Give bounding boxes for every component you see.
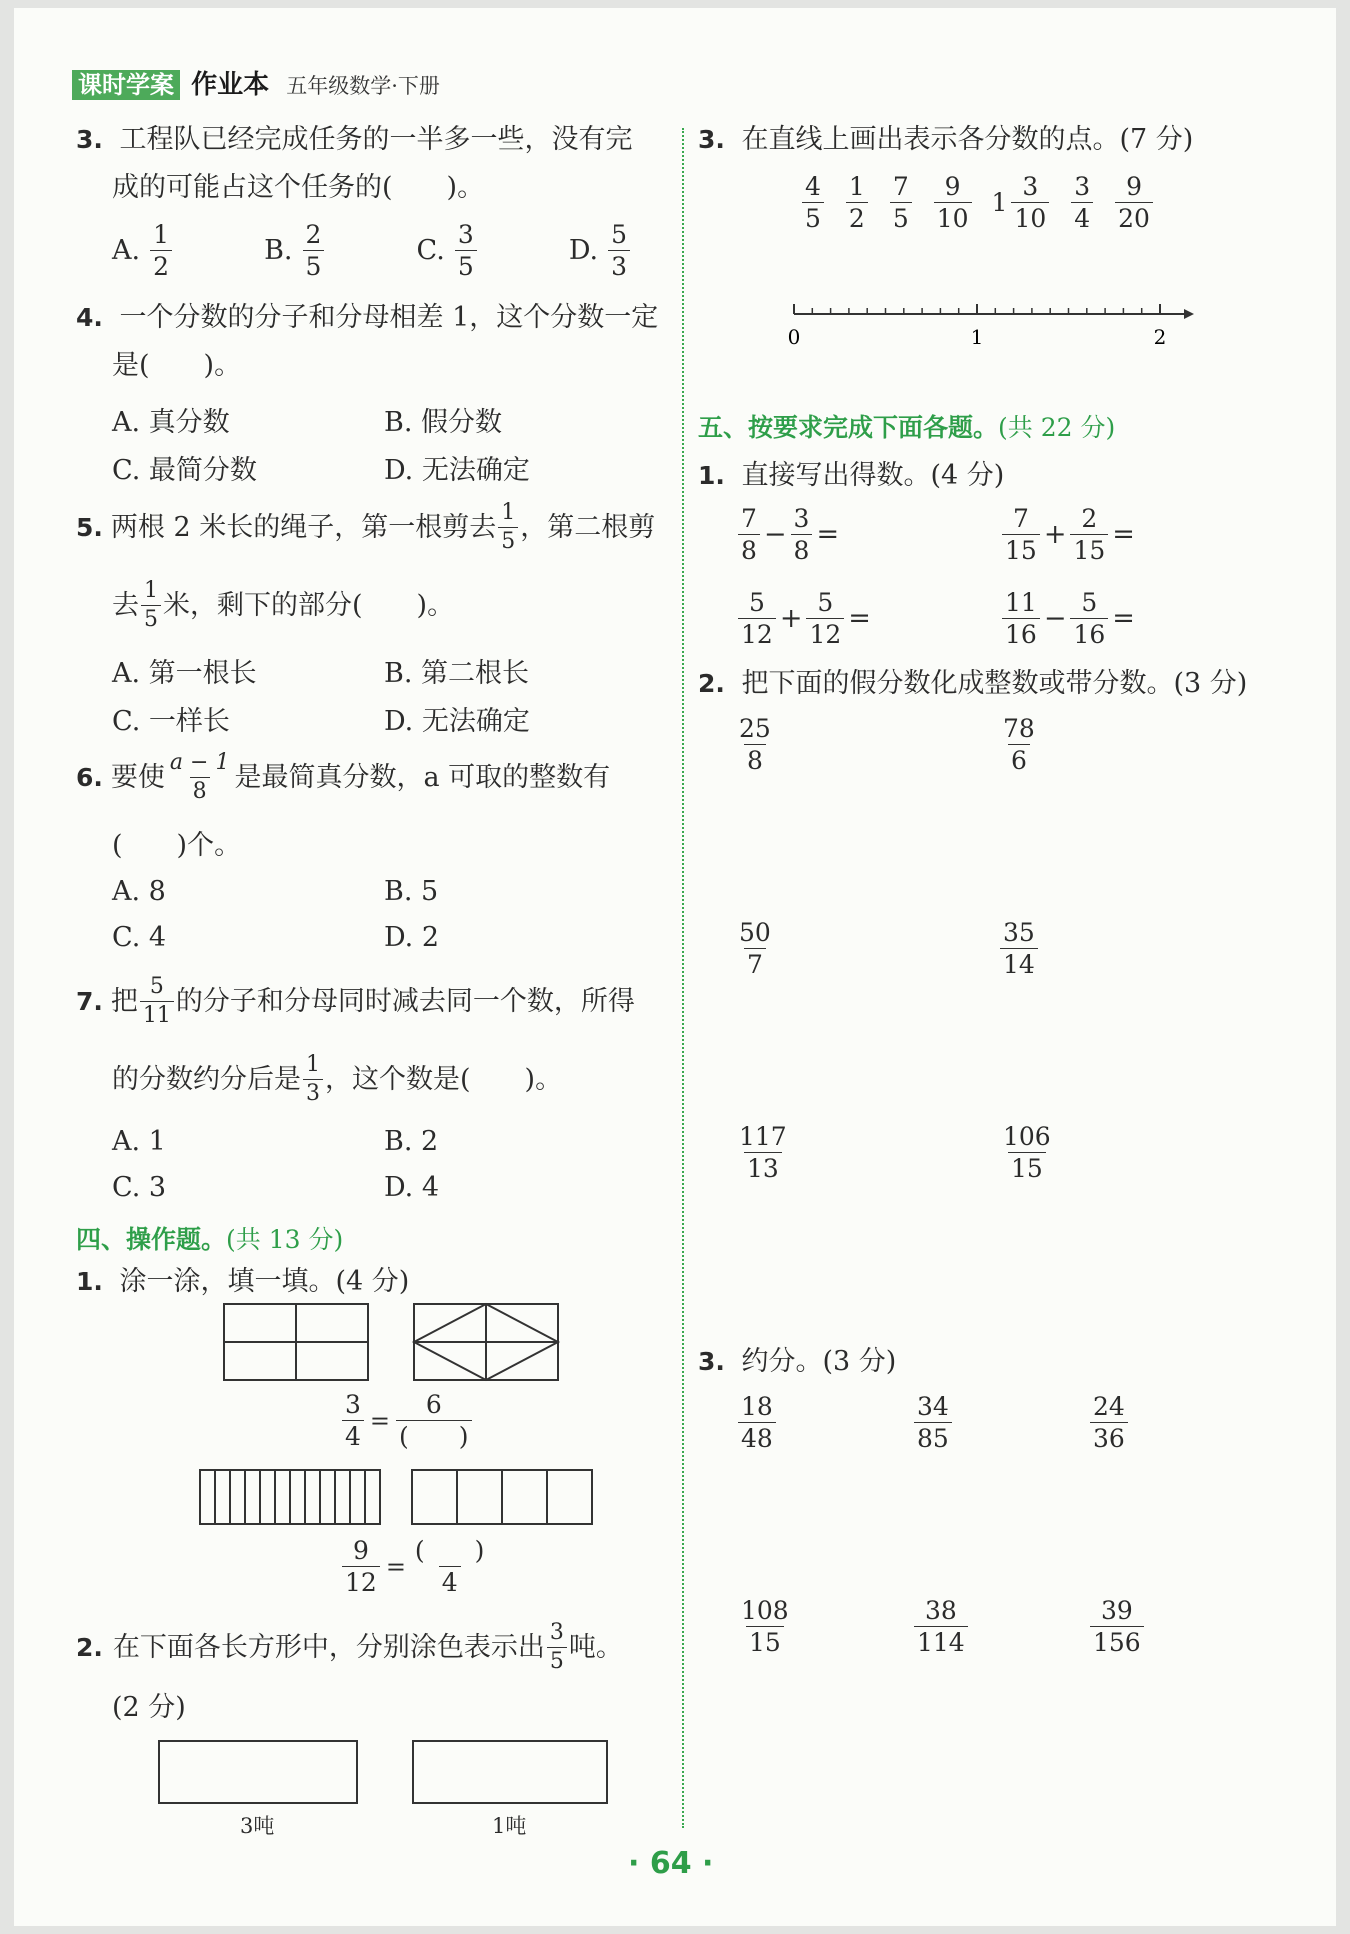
subtitle-label: 五年级数学·下册 <box>286 74 440 98</box>
brand-label: 课时学案 <box>72 70 180 100</box>
option-3-d: D. $\frac{5}{3}$ <box>569 222 632 279</box>
question-3-line2: 成的可能占这个任务的( )。 <box>112 172 485 203</box>
fractions-to-plot <box>800 174 1155 231</box>
worksheet-page <box>14 8 1336 1926</box>
fraction: $\frac{1}{5}$ <box>498 502 518 553</box>
plot-fraction <box>1113 174 1155 231</box>
option-3-c: C. $\frac{3}{5}$ <box>417 222 479 279</box>
fraction: $\frac{1}{2}$ <box>150 222 172 279</box>
section-4-title: 四、操作题。(共 13 分) <box>76 1225 344 1254</box>
improper-fraction <box>998 1124 1056 1181</box>
reduce-fraction <box>736 1394 778 1451</box>
fraction: $\frac{2}{15}$ <box>1070 506 1108 563</box>
fraction: $\frac{1}{5}$ <box>141 580 161 631</box>
fraction: $\frac{24}{36}$ <box>1090 1394 1128 1451</box>
option-7c: C. 3 <box>112 1172 167 1203</box>
fraction: $\frac{106}{15}$ <box>1003 1122 1051 1183</box>
page-header <box>72 64 440 101</box>
question-6: 6. 要使 $\frac{a - 1}{8}$ 是最简真分数，a 可取的整数有 <box>76 750 611 804</box>
option-4b: B. 假分数 <box>384 407 503 438</box>
fraction: $\frac{38}{114}$ <box>914 1598 968 1655</box>
reduce-fraction <box>736 1598 794 1655</box>
improper-fraction <box>734 1124 792 1181</box>
equation-1: $\frac{3}{4}$ = $\frac{6}{( )}$ <box>340 1392 474 1449</box>
option-5d: D. 无法确定 <box>384 706 530 737</box>
number-line[interactable] <box>778 294 1198 354</box>
part-1: 1. 直接写出得数。(4 分) <box>698 460 1005 491</box>
fraction: $\frac{4}{5}$ <box>802 174 824 231</box>
option-5c: C. 一样长 <box>112 706 230 737</box>
fraction: $\frac{7}{8}$ <box>738 506 760 563</box>
grid-4-parts <box>224 1304 368 1380</box>
fraction: $\frac{34}{85}$ <box>914 1394 952 1451</box>
fraction: $\frac{18}{48}$ <box>738 1394 776 1451</box>
plot-fraction <box>800 174 826 231</box>
option-5a: A. 第一根长 <box>112 658 257 689</box>
fraction: $\frac{9}{20}$ <box>1115 174 1153 231</box>
option-7d: D. 4 <box>384 1172 440 1203</box>
option-5b: B. 第二根长 <box>384 658 530 689</box>
fraction: $\frac{117}{13}$ <box>739 1122 787 1183</box>
fraction: $\frac{5}{12}$ <box>738 590 776 647</box>
plot-fraction <box>888 174 914 231</box>
tick-label-0: 0 <box>787 325 801 349</box>
question-5: 5. 两根 2 米长的绳子，第一根剪去 $\frac{1}{5}$ ，第二根剪 <box>76 500 656 554</box>
series-label: 作业本 <box>191 70 270 100</box>
option-6b: B. 5 <box>384 876 439 907</box>
section-5-title: 五、按要求完成下面各题。(共 22 分) <box>698 413 1116 442</box>
operation-2-points: (2 分) <box>112 1692 186 1723</box>
fraction: $\frac{7}{15}$ <box>1002 506 1040 563</box>
option-6d: D. 2 <box>384 922 440 953</box>
fraction: $\frac{35}{14}$ <box>1000 920 1038 977</box>
rect-3-ton[interactable] <box>158 1740 358 1804</box>
fraction: $\frac{7}{5}$ <box>890 174 912 231</box>
tick-label-2: 2 <box>1153 325 1167 349</box>
fraction: $\frac{11}{16}$ <box>1002 590 1040 647</box>
fraction: $\frac{1}{3}$ <box>303 1054 323 1105</box>
option-3-b: B. $\frac{2}{5}$ <box>264 222 326 279</box>
operation-1-bottom-figures <box>198 1468 608 1528</box>
option-6c: C. 4 <box>112 922 167 953</box>
plot-fraction <box>1069 174 1095 231</box>
caption-1-ton: 1吨 <box>492 1814 527 1838</box>
tick-label-1: 1 <box>970 325 984 349</box>
plot-fraction <box>932 174 974 231</box>
fraction: $\frac{a - 1}{8}$ <box>169 750 230 804</box>
fraction: $\frac{1}{2}$ <box>846 174 868 231</box>
fraction: $\frac{108}{15}$ <box>741 1596 789 1657</box>
fraction: $\frac{9}{10}$ <box>934 174 972 231</box>
fraction: $\frac{5}{16}$ <box>1070 590 1108 647</box>
option-7b: B. 2 <box>384 1126 439 1157</box>
fraction: $\frac{5}{3}$ <box>608 222 630 279</box>
strip-12-parts <box>200 1470 380 1524</box>
calc-item: $\frac{7}{8}$ − $\frac{3}{8}$ = <box>736 506 839 563</box>
operation-2: 2. 在下面各长方形中，分别涂色表示出 $\frac{3}{5}$ 吨。 <box>76 1620 623 1674</box>
calc-item: $\frac{5}{12}$ + $\frac{5}{12}$ = <box>736 590 871 647</box>
reduce-fraction <box>912 1394 954 1451</box>
diamond-8-parts <box>414 1304 558 1380</box>
reduce-fraction <box>912 1598 970 1655</box>
calc-item: $\frac{11}{16}$ − $\frac{5}{16}$ = <box>1000 590 1135 647</box>
reduce-fraction <box>1088 1394 1130 1451</box>
improper-fraction <box>998 920 1040 977</box>
part-2: 2. 把下面的假分数化成整数或带分数。(3 分) <box>698 668 1248 699</box>
question-7-line2: 的分数约分后是 $\frac{1}{3}$ ，这个数是( )。 <box>112 1052 563 1106</box>
fraction: $\frac{39}{156}$ <box>1090 1598 1144 1655</box>
part-3: 3. 约分。(3 分) <box>698 1346 897 1377</box>
plot-fraction <box>844 174 870 231</box>
column-divider <box>682 128 684 1828</box>
fraction: $\frac{25}{8}$ <box>739 714 771 775</box>
fraction: $\frac{50}{7}$ <box>739 918 771 979</box>
option-4c: C. 最简分数 <box>112 455 257 486</box>
option-6a: A. 8 <box>112 876 166 907</box>
fraction: $\frac{2}{5}$ <box>303 222 325 279</box>
rect-1-ton[interactable] <box>412 1740 608 1804</box>
operation-1: 1. 涂一涂，填一填。(4 分) <box>76 1266 410 1297</box>
question-4-line2: 是( )。 <box>112 350 242 381</box>
option-7a: A. 1 <box>112 1126 166 1157</box>
fraction: $\frac{5}{12}$ <box>806 590 844 647</box>
fraction: $\frac{3}{5}$ <box>455 222 477 279</box>
question-4: 4. 一个分数的分子和分母相差 1，这个分数一定 <box>76 302 659 333</box>
question-3: 3. 工程队已经完成任务的一半多一些，没有完 <box>76 124 633 155</box>
caption-3-ton: 3吨 <box>240 1814 275 1838</box>
right-question-3: 3. 在直线上画出表示各分数的点。(7 分) <box>698 124 1194 155</box>
fraction: $\frac{78}{6}$ <box>1003 714 1035 775</box>
improper-fraction <box>734 920 776 977</box>
fraction: $\frac{3}{10}$ <box>1011 174 1049 231</box>
plot-fraction: 1 $\frac{3}{10}$ <box>992 174 1052 231</box>
equation-2: $\frac{9}{12}$ = $\frac{( )}{4}$ <box>340 1538 489 1595</box>
question-5-line2: 去 $\frac{1}{5}$ 米，剩下的部分( )。 <box>112 578 455 632</box>
page-number: · 64 · <box>628 1846 714 1881</box>
calc-item: $\frac{7}{15}$ + $\frac{2}{15}$ = <box>1000 506 1135 563</box>
fraction: $\frac{5}{11}$ <box>140 976 174 1027</box>
option-3-a: A. $\frac{1}{2}$ <box>112 222 174 279</box>
question-7: 7. 把 $\frac{5}{11}$ 的分子和分母同时减去同一个数，所得 <box>76 974 635 1028</box>
option-4a: A. 真分数 <box>112 407 230 438</box>
number-line-ticks <box>794 304 1160 314</box>
question-3-options <box>112 222 632 279</box>
fraction: $\frac{3}{4}$ <box>1071 174 1093 231</box>
improper-fraction <box>998 716 1040 773</box>
option-4d: D. 无法确定 <box>384 455 530 486</box>
fraction: $\frac{3}{8}$ <box>791 506 813 563</box>
improper-fraction <box>734 716 776 773</box>
strip-4-parts <box>412 1470 592 1524</box>
question-6-line2: ( )个。 <box>112 830 242 861</box>
reduce-fraction <box>1088 1598 1146 1655</box>
number-line-arrow <box>1184 309 1194 319</box>
